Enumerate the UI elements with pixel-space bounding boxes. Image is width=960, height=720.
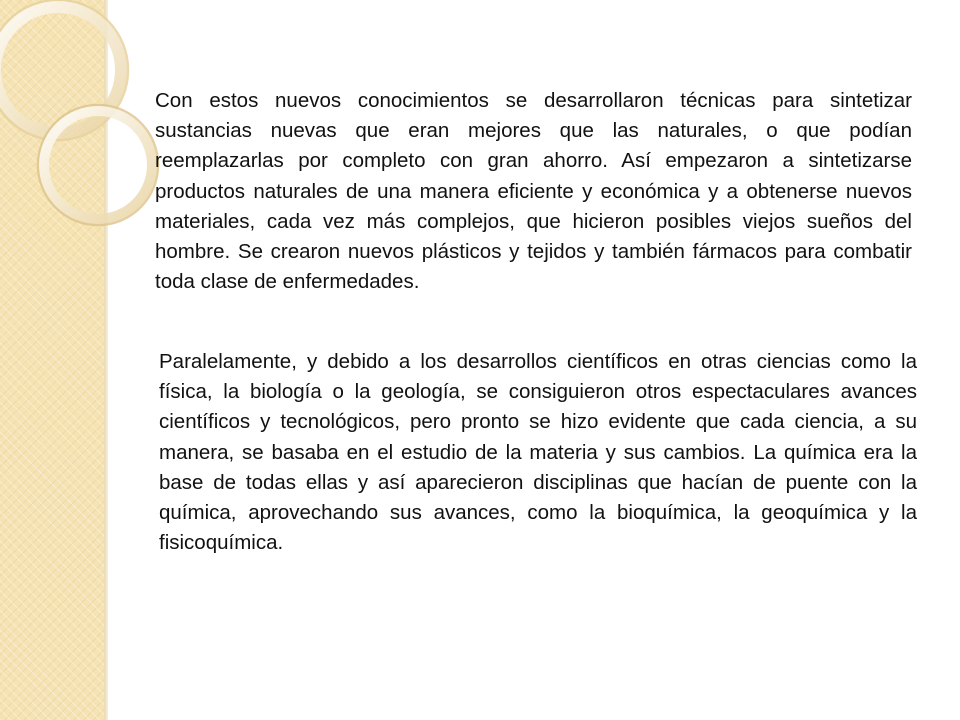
paragraph-synthesis: Con estos nuevos conocimientos se desarrollaron técnicas para sintetizar sustancias nuevas que eran mejores que las naturales, o que podían reemplazarlas por completo con gran ahorro. Así empezaron a sintetizarse productos naturales de una manera eficiente y económica y a obtenerse nuevos materiales, cada vez más complejos, que hicieron posibles viejos sueños del hombre. Se crearon nuevos plásticos y tejidos y también fármacos para combatir toda clase de enfermedades. (155, 89, 912, 294)
paragraph-related-sciences: Paralelamente, y debido a los desarrollos científicos en otras ciencias como la física, la biología o la geología, se consiguieron otros espectaculares avances científicos y tecnológicos, pero pronto se hizo evidente que cada ciencia, a su manera, se basaba en el estudio de la materia y sus cambios. La química era la base de todas ellas y así aparecieron disciplinas que hacían de puente con la química, aprovechando sus avances, como la bioquímica, la geoquímica y la fisicoquímica. (159, 350, 917, 555)
decorative-side-band (0, 0, 104, 720)
side-band-border (104, 0, 108, 720)
